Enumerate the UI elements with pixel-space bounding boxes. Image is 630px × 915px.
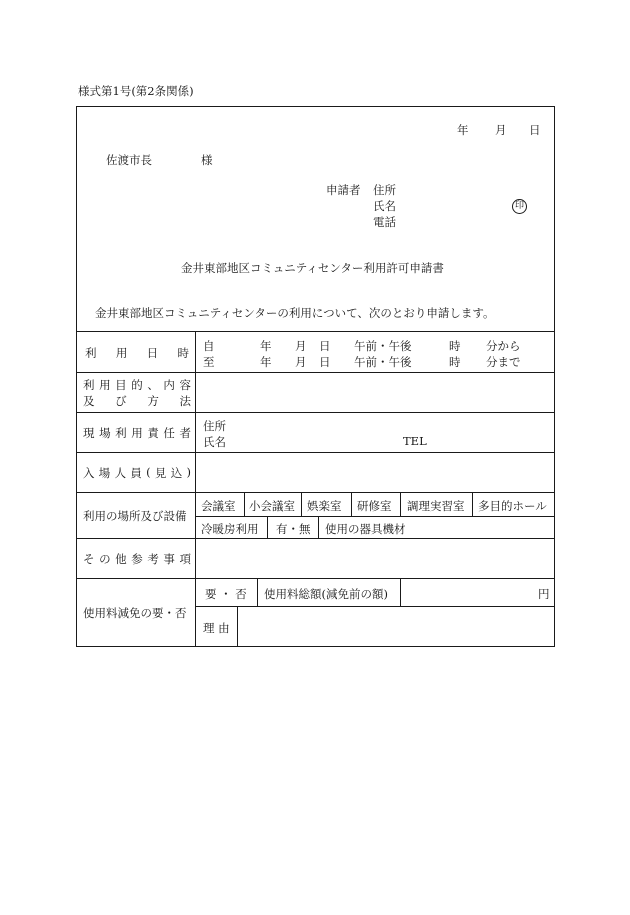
to-year: 年	[260, 355, 272, 369]
to-month: 月	[295, 355, 307, 369]
room-1: 小会議室	[249, 499, 295, 513]
date-day: 日	[529, 123, 541, 137]
other-label: そ の 他 参 考 事 項	[83, 552, 191, 566]
aircon-label: 冷暖房利用	[201, 522, 259, 536]
facilities-label: 利用の場所及び設備	[83, 509, 187, 523]
date-year: 年	[457, 123, 469, 137]
document-title: 金井東部地区コミュニティセンター利用許可申請書	[181, 261, 444, 275]
fee-reduction-label: 使用料減免の要・否	[83, 606, 187, 620]
from-hour: 時	[449, 339, 461, 353]
to-prefix: 至	[203, 355, 215, 369]
fee-choice: 要 ・ 否	[205, 587, 247, 601]
from-minute: 分から	[486, 339, 521, 353]
aircon-choice: 有・無	[276, 522, 311, 536]
attendance-label: 入 場 人 員 ( 見 込 )	[83, 465, 191, 480]
site-manager-label: 現 場 利 用 責 任 者	[83, 426, 191, 440]
purpose-label-1: 利 用 目 的 、 内 容	[83, 378, 191, 392]
date-month: 月	[495, 123, 507, 137]
fee-yen: 円	[538, 587, 550, 601]
from-month: 月	[295, 339, 307, 353]
applicant-address-label: 住所	[373, 183, 396, 197]
room-5: 多目的ホール	[478, 499, 547, 513]
applicant-label: 申請者	[326, 183, 361, 197]
fee-total-label: 使用料総額(減免前の額)	[264, 587, 388, 601]
from-year: 年	[260, 339, 272, 353]
to-day: 日	[319, 355, 331, 369]
room-4: 調理実習室	[407, 499, 465, 513]
to-minute: 分まで	[486, 355, 521, 369]
equipment-label: 使用の器具機材	[325, 522, 406, 536]
room-3: 研修室	[357, 499, 392, 513]
room-2: 娯楽室	[307, 499, 342, 513]
seal-icon: 印	[512, 197, 527, 214]
to-ampm: 午前・午後	[354, 355, 412, 369]
from-prefix: 自	[203, 339, 215, 353]
form-number: 様式第1号(第2条関係)	[78, 84, 194, 98]
from-day: 日	[319, 339, 331, 353]
addressee-name: 佐渡市長	[106, 153, 152, 167]
application-form	[76, 106, 555, 647]
site-manager-address: 住所	[203, 419, 226, 433]
applicant-name-label: 氏名	[373, 199, 396, 213]
applicant-phone-label: 電話	[373, 215, 396, 229]
room-0: 会議室	[201, 499, 236, 513]
intro-text: 金井東部地区コミュニティセンターの利用について、次のとおり申請します。	[95, 306, 495, 320]
site-manager-tel: TEL	[403, 434, 427, 448]
to-hour: 時	[449, 355, 461, 369]
reason-label: 理 由	[203, 621, 230, 635]
from-ampm: 午前・午後	[354, 339, 412, 353]
addressee-honorific: 様	[201, 153, 213, 167]
purpose-label-2: 及 び 方 法	[83, 394, 191, 408]
site-manager-name: 氏名	[203, 435, 226, 449]
usage-datetime-label: 利 用 日 時	[85, 346, 189, 360]
